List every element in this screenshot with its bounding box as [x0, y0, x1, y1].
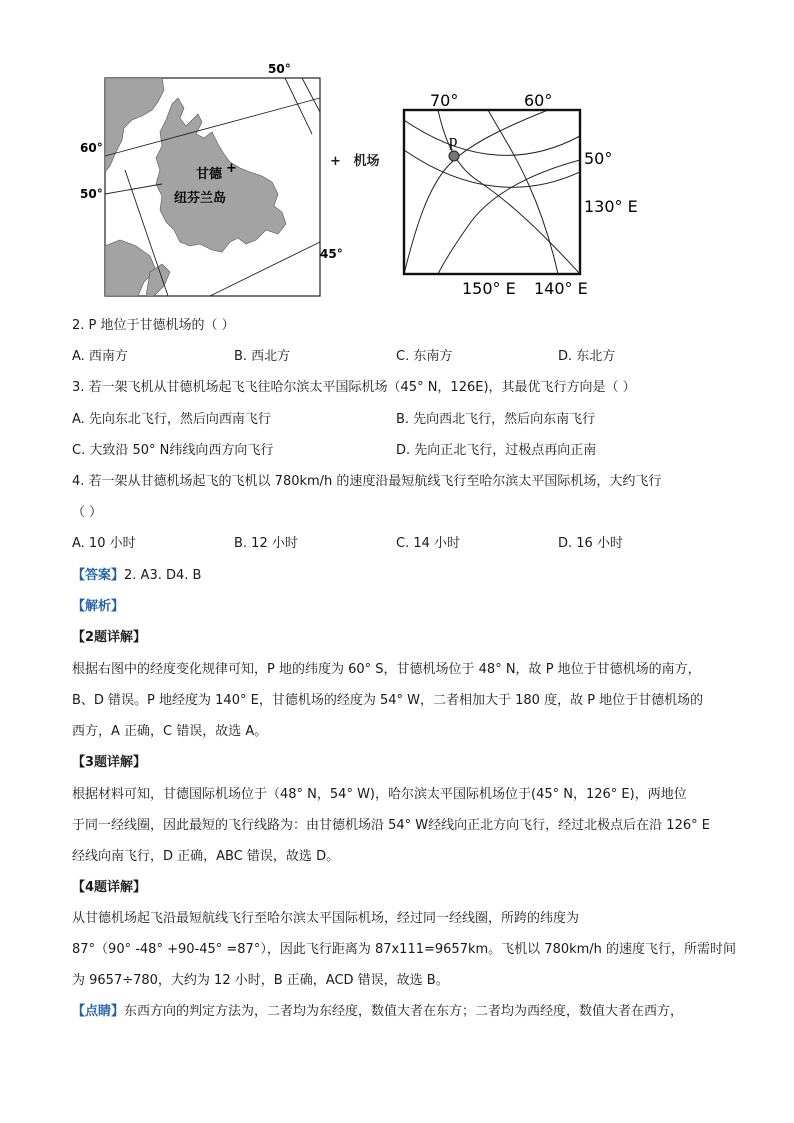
q2-detail-line: 根据右图中的经度变化规律可知，P 地的纬度为 60° S，甘德机场位于 48° N，故 P 地位于甘德机场的南方，	[72, 662, 701, 677]
q2-option-b: B. 西北方	[234, 349, 291, 364]
legend-airport-icon: +	[330, 154, 341, 169]
legend	[330, 150, 379, 169]
tip-text: 东西方向的判定方法为，二者均为东经度，数值大者在东方；二者均为西经度，数值大者在西方，	[124, 1004, 684, 1019]
q4-option-a: A. 10 小时	[72, 536, 136, 551]
q3-option-b: B. 先向西北飞行，然后向东南飞行	[396, 412, 596, 427]
tip-tag: 【点睛】	[72, 1004, 125, 1019]
map-label-60: 60°	[80, 141, 103, 155]
point-p-label: p	[449, 131, 458, 150]
q3-detail-line: 根据材料可知，甘德国际机场位于（48° N，54° W)，哈尔滨太平国际机场位于(45° N，126° E)，两地位	[72, 787, 687, 802]
grid-label-70: 70°	[430, 91, 459, 110]
grid-label-150e: 150° E	[462, 279, 516, 298]
point-p-marker	[449, 151, 459, 161]
tip-line	[72, 1002, 683, 1022]
q3-option-a: A. 先向东北飞行，然后向西南飞行	[72, 412, 271, 427]
question-2-stem: 2. P 地位于甘德机场的（ ）	[72, 318, 235, 333]
polar-grid-map	[398, 86, 658, 300]
q4-detail-heading: 【4题详解】	[72, 880, 147, 895]
grid-label-130e: 130° E	[584, 197, 638, 216]
map-label-50-top: 50°	[268, 62, 291, 76]
grid-label-140e: 140° E	[534, 279, 588, 298]
question-3-stem: 3. 若一架飞机从甘德机场起飞飞往哈尔滨太平国际机场（45° N，126E)，其最优飞行方向是（ ）	[72, 380, 636, 395]
q3-option-c: C. 大致沿 50° N纬线向西方向飞行	[72, 443, 274, 458]
q2-detail-heading: 【2题详解】	[72, 630, 147, 645]
q3-detail-line: 经线向南飞行，D 正确，ABC 错误，故选 D。	[72, 849, 340, 864]
q3-detail-heading: 【3题详解】	[72, 755, 147, 770]
q4-option-d: D. 16 小时	[558, 536, 623, 551]
q4-detail-line: 为 9657÷780，大约为 12 小时，B 正确，ACD 错误，故选 B。	[72, 973, 449, 988]
q4-option-c: C. 14 小时	[396, 536, 461, 551]
question-4-stem: 4. 若一架从甘德机场起飞的飞机以 780km/h 的速度沿最短航线飞行至哈尔滨太平国际机场，大约飞行	[72, 474, 662, 489]
q4-detail-line: 87°（90° -48° +90-45° =87°），因此飞行距离为 87x111=9657km。飞机以 780km/h 的速度飞行，所需时间	[72, 942, 737, 957]
q3-option-d: D. 先向正北飞行，过极点再向正南	[396, 443, 597, 458]
q2-option-a: A. 西南方	[72, 349, 128, 364]
gander-label: 甘德	[196, 167, 223, 182]
airport-marker-icon: +	[226, 161, 237, 176]
grid-label-50: 50°	[584, 149, 613, 168]
q2-detail-line: 西方，A 正确，C 错误，故选 A。	[72, 724, 268, 739]
analysis-tag: 【解析】	[72, 599, 125, 614]
question-4-stem-blank: （ ）	[72, 505, 103, 520]
q2-option-d: D. 东北方	[558, 349, 616, 364]
map-label-50-left: 50°	[80, 187, 103, 201]
q3-detail-line: 于同一经线圈，因此最短的飞行线路为：由甘德机场沿 54° W经线向正北方向飞行，经过北极点后在沿 126° E	[72, 818, 710, 833]
q4-detail-line: 从甘德机场起飞沿最短航线飞行至哈尔滨太平国际机场，经过同一经线圈，所跨的纬度为	[72, 911, 580, 926]
q4-option-b: B. 12 小时	[234, 536, 298, 551]
answer-tag: 【答案】	[72, 568, 125, 583]
answer-text: 2. A3. D4. B	[124, 568, 202, 583]
answer-line	[72, 566, 201, 586]
q2-option-c: C. 东南方	[396, 349, 453, 364]
grid-label-60: 60°	[524, 91, 553, 110]
newfoundland-map	[80, 60, 355, 305]
island-label: 纽芬兰岛	[174, 191, 227, 206]
q2-detail-line: B、D 错误。P 地经度为 140° E，甘德机场的经度为 54° W，二者相加大于 180 度，故 P 地位于甘德机场的	[72, 693, 704, 708]
legend-text: 机场	[353, 154, 380, 169]
map-label-45: 45°	[320, 247, 343, 261]
